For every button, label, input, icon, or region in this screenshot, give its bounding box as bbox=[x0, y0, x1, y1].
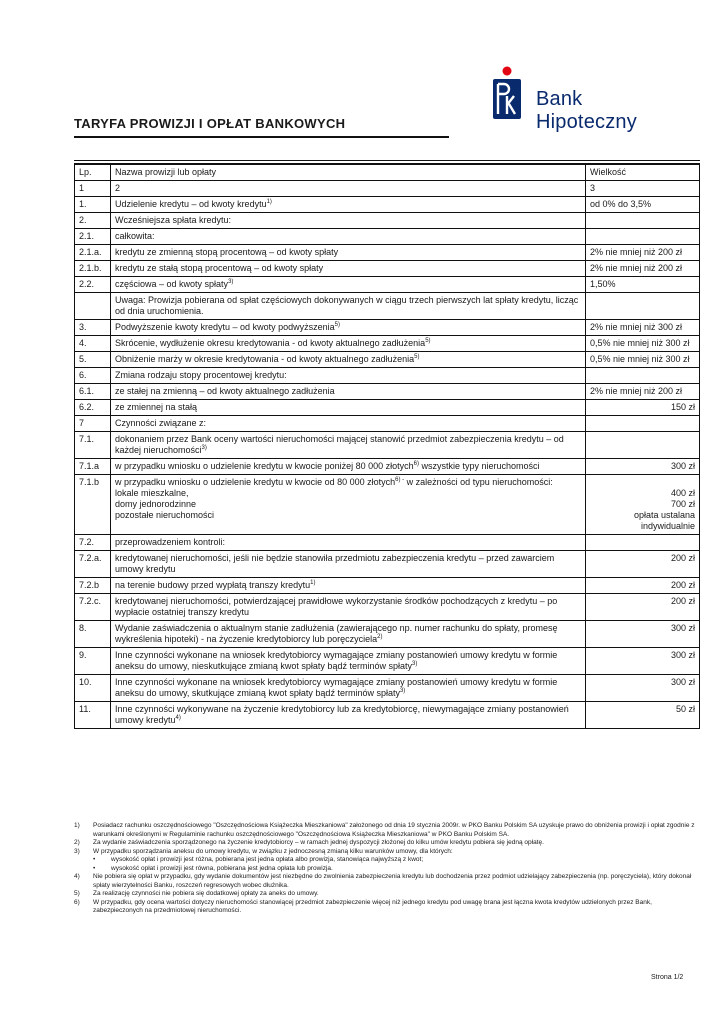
header-lp: Lp. bbox=[75, 164, 111, 181]
table-row bbox=[75, 578, 700, 594]
table-row bbox=[75, 336, 700, 352]
row-name-text: na terenie budowy przed wypłatą transzy kredytu bbox=[115, 580, 311, 590]
footnote-ref: 6) - bbox=[395, 477, 405, 483]
row-name bbox=[111, 551, 586, 578]
row-name-text: przeprowadzeniem kontroli: bbox=[115, 537, 226, 547]
table-row bbox=[75, 475, 700, 535]
row-name bbox=[111, 245, 586, 261]
footnote-ref: 2) bbox=[377, 634, 383, 640]
row-name-text: Inne czynności wykonane na wniosek kredytobiorcy wymagające zmiany postanowień umowy kredytu w formie aneksu do umowy, skutkujące zmianą kwot spłaty bądź terminów spłaty bbox=[115, 677, 558, 698]
row-value: 0,5% nie mniej niż 300 zł bbox=[586, 336, 700, 352]
row-lp: 2. bbox=[75, 213, 111, 229]
row-name-text: całkowita: bbox=[115, 231, 155, 241]
footnote-number: 1) bbox=[74, 822, 80, 829]
table-row bbox=[75, 675, 700, 702]
table-row bbox=[75, 416, 700, 432]
row-name-text: kredytu ze zmienną stopą procentową – od kwoty spłaty bbox=[115, 247, 339, 257]
row-lp: 7.2.b bbox=[75, 578, 111, 594]
row-subline: lokale mieszkalne, bbox=[115, 488, 189, 498]
footnote bbox=[74, 899, 700, 916]
row-value: 2% nie mniej niż 300 zł bbox=[586, 320, 700, 336]
row-name-text: Obniżenie marży w okresie kredytowania - od kwoty aktualnego zadłużenia bbox=[115, 354, 415, 364]
footnote-bullet-text: wysokość opłat i prowizji jest równa, pobierana jest jedna opłata lub prowizja. bbox=[111, 864, 333, 872]
row-lp: 2.1.b. bbox=[75, 261, 111, 277]
row-name bbox=[111, 702, 586, 729]
row-lp: 8. bbox=[75, 621, 111, 648]
footnote bbox=[74, 822, 700, 839]
footnote-number: 3) bbox=[74, 847, 80, 855]
row-lp: 6.1. bbox=[75, 384, 111, 400]
table-header-row bbox=[75, 164, 700, 181]
table-row bbox=[75, 384, 700, 400]
footnote-number: 6) bbox=[74, 898, 80, 906]
pko-logo-icon bbox=[490, 66, 524, 122]
row-value: 0,5% nie mniej niż 300 zł bbox=[586, 352, 700, 368]
row-name bbox=[111, 416, 586, 432]
row-name-text: Inne czynności wykonywane na życzenie kredytobiorcy lub za kredytobiorcę, niewymagające zmiany postanowień umowy kredytu bbox=[115, 704, 569, 725]
row-value: 1,50% bbox=[586, 277, 700, 293]
table-row bbox=[75, 213, 700, 229]
bank-logo bbox=[490, 66, 680, 133]
table-row bbox=[75, 648, 700, 675]
index-name: 2 bbox=[111, 181, 586, 197]
row-lp: 7.2. bbox=[75, 535, 111, 551]
row-name bbox=[111, 648, 586, 675]
footnote-ref: 5) bbox=[414, 354, 420, 360]
row-lp: 1. bbox=[75, 197, 111, 213]
page-number: Strona 1/2 bbox=[651, 974, 684, 981]
table-row bbox=[75, 320, 700, 336]
footnote-ref: 4) bbox=[175, 715, 181, 721]
footnote-text: Posiadacz rachunku oszczędnościowego "Oszczędnościowa Książeczka Mieszkaniowa" założonego od dnia 19 stycznia 2009r. w PKO Banku Polskim SA uzyskuje prawo do obniżenia prowizji i opłat zgodnie z warunkami określonymi w Regulaminie rachunku oszczędnościowego "Oszczędnościowa Książeczka Mieszkaniowa" w PKO Banku Polskim SA. bbox=[93, 822, 695, 838]
row-lp: 7.2.a. bbox=[75, 551, 111, 578]
row-name-text: dokonaniem przez Bank oceny wartości nieruchomości mającej stanowić przedmiot zabezpieczenia kredytu – od każdej nieruchomości bbox=[115, 434, 564, 455]
row-name-text: Zmiana rodzaju stopy procentowej kredytu: bbox=[115, 370, 287, 380]
row-lp: 2.1. bbox=[75, 229, 111, 245]
row-value-line: opłata ustalana indywidualnie bbox=[633, 510, 695, 531]
row-lp: 10. bbox=[75, 675, 111, 702]
row-name bbox=[111, 213, 586, 229]
footnote-text: Za wydanie zaświadczenia sporządzonego na życzenie kredytobiorcy – w ramach jednej dyspozycji złożonej do kilku umów kredytu pobiera się jedną opłatę. bbox=[93, 839, 544, 846]
row-name bbox=[111, 675, 586, 702]
row-lp: 4. bbox=[75, 336, 111, 352]
row-subline: pozostałe nieruchomości bbox=[115, 510, 215, 520]
row-name-text: Wcześniejsza spłata kredytu: bbox=[115, 215, 232, 225]
footnote-bullet bbox=[74, 856, 700, 865]
table-row bbox=[75, 229, 700, 245]
row-name-text: Podwyższenie kwoty kredytu – od kwoty podwyższenia bbox=[115, 322, 335, 332]
row-name bbox=[111, 535, 586, 551]
row-value: 300 zł bbox=[586, 621, 700, 648]
row-name bbox=[111, 594, 586, 621]
row-name-text: kredytu ze stałą stopą procentową – od kwoty spłaty bbox=[115, 263, 324, 273]
footnote-text: W przypadku, gdy ocena wartości dotyczy nieruchomości stanowiącej przedmiot zabezpieczenie więcej niż jednego kredytu pod uwagę brana jest łączna kwota kredytów udzielonych przez Bank, zabezpieczonych na przedmiotowej nieruchomości. bbox=[93, 898, 652, 914]
table-row bbox=[75, 368, 700, 384]
row-value bbox=[586, 432, 700, 459]
table-row bbox=[75, 400, 700, 416]
row-name bbox=[111, 432, 586, 459]
row-value bbox=[586, 416, 700, 432]
table-row bbox=[75, 702, 700, 729]
row-value: od 0% do 3,5% bbox=[586, 197, 700, 213]
row-lp: 6.2. bbox=[75, 400, 111, 416]
footnote-text: Za realizację czynności nie pobiera się dodatkowej opłaty za aneks do umowy. bbox=[93, 890, 319, 897]
row-lp: 9. bbox=[75, 648, 111, 675]
row-value bbox=[586, 535, 700, 551]
row-lp: 7.1.b bbox=[75, 475, 111, 535]
row-name-text: ze stałej na zmienną – od kwoty aktualnego zadłużenia bbox=[115, 386, 335, 396]
row-lp: 7.1. bbox=[75, 432, 111, 459]
row-name bbox=[111, 293, 586, 320]
row-name bbox=[111, 277, 586, 293]
row-value: 200 zł bbox=[586, 578, 700, 594]
row-value: 2% nie mniej niż 200 zł bbox=[586, 261, 700, 277]
footnote-ref: 3) bbox=[399, 688, 406, 694]
row-name-text: Czynności związane z: bbox=[115, 418, 207, 428]
row-value: 200 zł bbox=[586, 551, 700, 578]
row-value: 2% nie mniej niż 200 zł bbox=[586, 245, 700, 261]
row-value: 2% nie mniej niż 200 zł bbox=[586, 384, 700, 400]
row-lp: 11. bbox=[75, 702, 111, 729]
row-name bbox=[111, 320, 586, 336]
footnote-number: 4) bbox=[74, 873, 80, 880]
row-lp: 3. bbox=[75, 320, 111, 336]
tariff-table bbox=[74, 163, 700, 729]
footnote bbox=[74, 873, 700, 890]
row-name-text: ze zmiennej na stałą bbox=[115, 402, 198, 412]
row-name-text: w przypadku wniosku o udzielenie kredytu w kwocie od 80 000 złotych bbox=[115, 477, 396, 487]
row-name-text: kredytowanej nieruchomości, potwierdzającej prawidłowe wykorzystanie środków pochodzących z kredytu – po wypłacie ostatniej transzy kredytu bbox=[115, 596, 558, 617]
row-name bbox=[111, 621, 586, 648]
row-name bbox=[111, 368, 586, 384]
row-value: 200 zł bbox=[586, 594, 700, 621]
row-value: 300 zł bbox=[586, 675, 700, 702]
row-value-spacer bbox=[590, 477, 695, 488]
row-name-suffix: w zależności od typu nieruchomości: bbox=[404, 477, 553, 487]
table-row bbox=[75, 459, 700, 475]
row-value: 300 zł bbox=[586, 459, 700, 475]
row-name bbox=[111, 400, 586, 416]
footnote-bullet-text: wysokość opłat i prowizji jest różna, pobierana jest jedna opłata albo prowizja, stanowiąca najwyższą z kwot; bbox=[111, 856, 424, 863]
header-name: Nazwa prowizji lub opłaty bbox=[111, 164, 586, 181]
row-name bbox=[111, 459, 586, 475]
footnote-number: 2) bbox=[74, 839, 80, 846]
row-name-text: Uwaga: Prowizja pobierana od spłat częściowych dokonywanych w ciągu trzech pierwszych lat spłaty kredytu, licząc od dnia uruchomienia. bbox=[115, 295, 579, 316]
table-row bbox=[75, 551, 700, 578]
table-top-rule bbox=[74, 160, 700, 161]
row-name-text: częściowa – od kwoty spłaty bbox=[115, 279, 229, 289]
footnote-text: Nie pobiera się opłat w przypadku, gdy wydanie dokumentów jest niezbędne do zwolnienia zabezpieczenia kredytu lub dochodzenia przez podmiot udzielający zabezpieczenia (np. poręczyciela), który dokonał spłaty wierzytelności Banku, roszczeń regresowych wobec dłużnika. bbox=[93, 873, 692, 889]
row-lp: 2.2. bbox=[75, 277, 111, 293]
footnote-ref: 5) bbox=[334, 322, 340, 328]
row-name-text: Skrócenie, wydłużenie okresu kredytowania - od kwoty aktualnego zadłużenia bbox=[115, 338, 426, 348]
row-name-text: w przypadku wniosku o udzielenie kredytu w kwocie poniżej 80 000 złotych bbox=[115, 461, 414, 471]
table-row bbox=[75, 277, 700, 293]
table-row bbox=[75, 594, 700, 621]
footnote-ref: 5) bbox=[425, 338, 431, 344]
footnote bbox=[74, 848, 700, 857]
row-value bbox=[586, 475, 700, 535]
row-name bbox=[111, 475, 586, 535]
row-name bbox=[111, 229, 586, 245]
row-lp bbox=[75, 293, 111, 320]
index-value: 3 bbox=[586, 181, 700, 197]
footnote bbox=[74, 839, 700, 848]
footnote-ref: 6) bbox=[413, 461, 420, 467]
row-lp: 2.1.a. bbox=[75, 245, 111, 261]
footnote-text: W przypadku sporządzania aneksu do umowy kredytu, w związku z jednoczesną zmianą kilku warunków umowy, dla których: bbox=[93, 847, 453, 855]
table-row bbox=[75, 621, 700, 648]
row-value-line: 700 zł bbox=[670, 499, 695, 509]
row-name-text: Inne czynności wykonane na wniosek kredytobiorcy wymagające zmiany postanowień umowy kredytu w formie aneksu do umowy, nieskutkujące zmianą kwot spłaty bądź terminów spłaty bbox=[115, 650, 558, 671]
row-lp: 5. bbox=[75, 352, 111, 368]
row-lp: 6. bbox=[75, 368, 111, 384]
row-name-text: Udzielenie kredytu – od kwoty kredytu bbox=[115, 199, 267, 209]
footnote-bullet bbox=[74, 865, 700, 874]
row-name bbox=[111, 336, 586, 352]
row-name-suffix: wszystkie typy nieruchomości bbox=[419, 461, 540, 471]
footnote-ref: 1) bbox=[266, 199, 272, 205]
header-value: Wielkość bbox=[586, 164, 700, 181]
row-value bbox=[586, 213, 700, 229]
table-row bbox=[75, 293, 700, 320]
footnote-number: 5) bbox=[74, 890, 80, 897]
row-name-text: Wydanie zaświadczenia o aktualnym stanie zadłużenia (zawierającego np. numer rachunku do spłaty, promesę wykreślenia hipoteki) - na życzenie kredytobiorcy lub poręczyciela bbox=[115, 623, 558, 644]
row-lp: 7 bbox=[75, 416, 111, 432]
row-value: 300 zł bbox=[586, 648, 700, 675]
row-subline: domy jednorodzinne bbox=[115, 499, 197, 509]
row-name bbox=[111, 578, 586, 594]
row-value bbox=[586, 368, 700, 384]
bank-name: Bank Hipoteczny bbox=[536, 88, 637, 133]
table-row bbox=[75, 197, 700, 213]
row-name bbox=[111, 352, 586, 368]
row-value bbox=[586, 293, 700, 320]
row-value: 150 zł bbox=[586, 400, 700, 416]
row-value: 50 zł bbox=[586, 702, 700, 729]
table-row bbox=[75, 245, 700, 261]
table-row bbox=[75, 352, 700, 368]
document-title: TARYFA PROWIZJI I OPŁAT BANKOWYCH bbox=[74, 116, 346, 131]
title-underline bbox=[74, 136, 449, 138]
table-row bbox=[75, 432, 700, 459]
table-row bbox=[75, 535, 700, 551]
row-name-text: kredytowanej nieruchomości, jeśli nie będzie stanowiła przedmiotu zabezpieczenia kredytu – przed zawarciem umowy kredytu bbox=[115, 553, 555, 574]
footnote-ref: 3) bbox=[411, 661, 418, 667]
row-name bbox=[111, 261, 586, 277]
table-index-row bbox=[75, 181, 700, 197]
index-lp: 1 bbox=[75, 181, 111, 197]
footnote bbox=[74, 890, 700, 899]
table-row bbox=[75, 261, 700, 277]
footnote-ref: 3) bbox=[228, 279, 234, 285]
footnote-ref: 1) bbox=[310, 580, 316, 586]
row-lp: 7.1.a bbox=[75, 459, 111, 475]
footnote-ref: 3) bbox=[201, 445, 207, 451]
row-value-line: 400 zł bbox=[670, 488, 695, 498]
bullet-icon: • bbox=[93, 856, 96, 863]
footnotes bbox=[74, 822, 700, 916]
row-value bbox=[586, 229, 700, 245]
bullet-icon: • bbox=[93, 864, 96, 872]
row-name bbox=[111, 197, 586, 213]
row-name bbox=[111, 384, 586, 400]
row-lp: 7.2.c. bbox=[75, 594, 111, 621]
